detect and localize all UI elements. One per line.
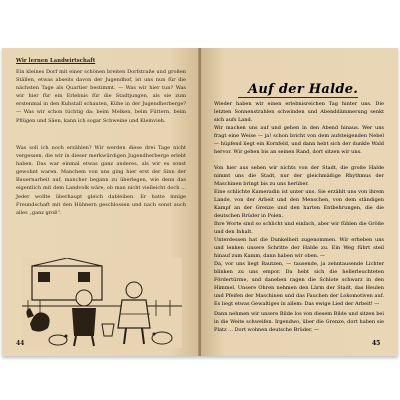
- title-underline: [238, 97, 358, 98]
- right-page-content: [2, 48, 398, 356]
- right-paragraph-1: Wieder haben wir einen erlebnisreichen Tag hinter uns. Die letzten Sonnenstrahlen schwinden und Abenddämmerung senkt sich aufs Land.: [214, 101, 384, 124]
- left-paragraph-2: Was soll ich noch erzählen? Wir werden diese drei Tage nicht vergessen, die wir in dieser merkwürdigen Jugendherberge erlebt haben. Das war einmal etwas ganz anderes, als wir es sonst gewohnt waren. Manchem von uns ging hier erst der Sinn der Bauernarbeit auf, mancher begann zu überlegen, wie denn das eigentlich mit dem Landvolk wäre, ob man nicht vielleicht doch ... Jeder wollte überhaupt gleich dableiben. Er hatte innige Freundschaft mit den Hühnern geschlossen und nach sonst auch alles „ganz groß“.: [16, 145, 186, 216]
- left-page-heading: Wir lernen Landwirtschaft: [16, 58, 96, 64]
- right-paragraph-3: Von hier aus sehen wir nichts von der Stadt, die große Halde nimmt uns die Stadt, nur der gleichmäßige Rhythmus der Maschinen bringt bis zu uns herüber.: [214, 165, 384, 188]
- page-number-left: 44: [16, 340, 25, 347]
- right-paragraph-2: Wir machen uns auf und gehen in den Abend hinaus. Wer uns fragt eine Weise — ja! schon bricht von dem aufsteigenden Nebel — hüpfend liegt ein Kornfeld, und dann hebt sich der dunkle Wald hervor. Wir gehen bis an seinen Rand, dort sitzen wir uns.: [214, 125, 384, 156]
- right-page-title: Auf der Halde.: [248, 82, 359, 97]
- right-paragraph-4: Eine schlichte Kameradin ist unter uns. Sie erzählt uns von ihrem Lande, von der Arbeit und den Menschen, von dem ständigen Kampf an der Grenze und den harten Entbehrungen, die die deutschen Brüder in Polen.: [214, 189, 384, 220]
- left-paragraph-1: Ein kleines Dorf mit einer schönen breiten Dorfstraße und großen Ställen, etwas abseits davon der Jugendhof, ist uns nun für die nächsten Tage als Quartier bestimmt. — Was wir hier tun? Was wir hier für ein Erlebnis für die Stadtjungen, als sie zum erstenmal in den Kuhstall schauten, Kühe in der Jugendherberge? — Was wir schon tüchtig da: beim Melken, beim Füttern, beim Pflügen und Säen, kann ich sogar Schweine und Kleinvieh.: [16, 69, 186, 124]
- right-paragraph-8: Dann nehmen wir unsere Bilde los von diesem Bilde und sitzen bei in die Weite schweifen. Irgendwo, über die Grenze, dort haben sie Platz ... Dort wohnen deutsche Brüder. —: [214, 311, 384, 334]
- right-paragraph-5: Ihre Worte sind so schlicht und einfach, aber wir fühlen die Größe und den Inhalt.: [214, 221, 384, 236]
- right-paragraph-7: Da, vor uns liegt Bautzen, — tausende, ja zehntausende Lichter blinken zu uns empor. Da hebt sich die hellerleuchteten Fördertürme, und daneben ragen die Schlote schwarz in den Himmel. Unsere Ohren nehmen den Lärm der Stadt, das Heulen und Pfeifen der Maschinen und das Fauchen der Lokomotiven auf. Es liegt etwas Gewaltiges in allem: Das ewige Lied der Arbeit! —: [214, 261, 384, 308]
- right-paragraph-6: Unterdessen hat die Dunkelheit zugenommen. Wir erheben uns und lenken unsere Schritte der Halde zu. Ein Weg führt steil hinauf zum Kamm, dann haben wir oben. —: [214, 237, 384, 260]
- page-number-right: 45: [372, 340, 381, 347]
